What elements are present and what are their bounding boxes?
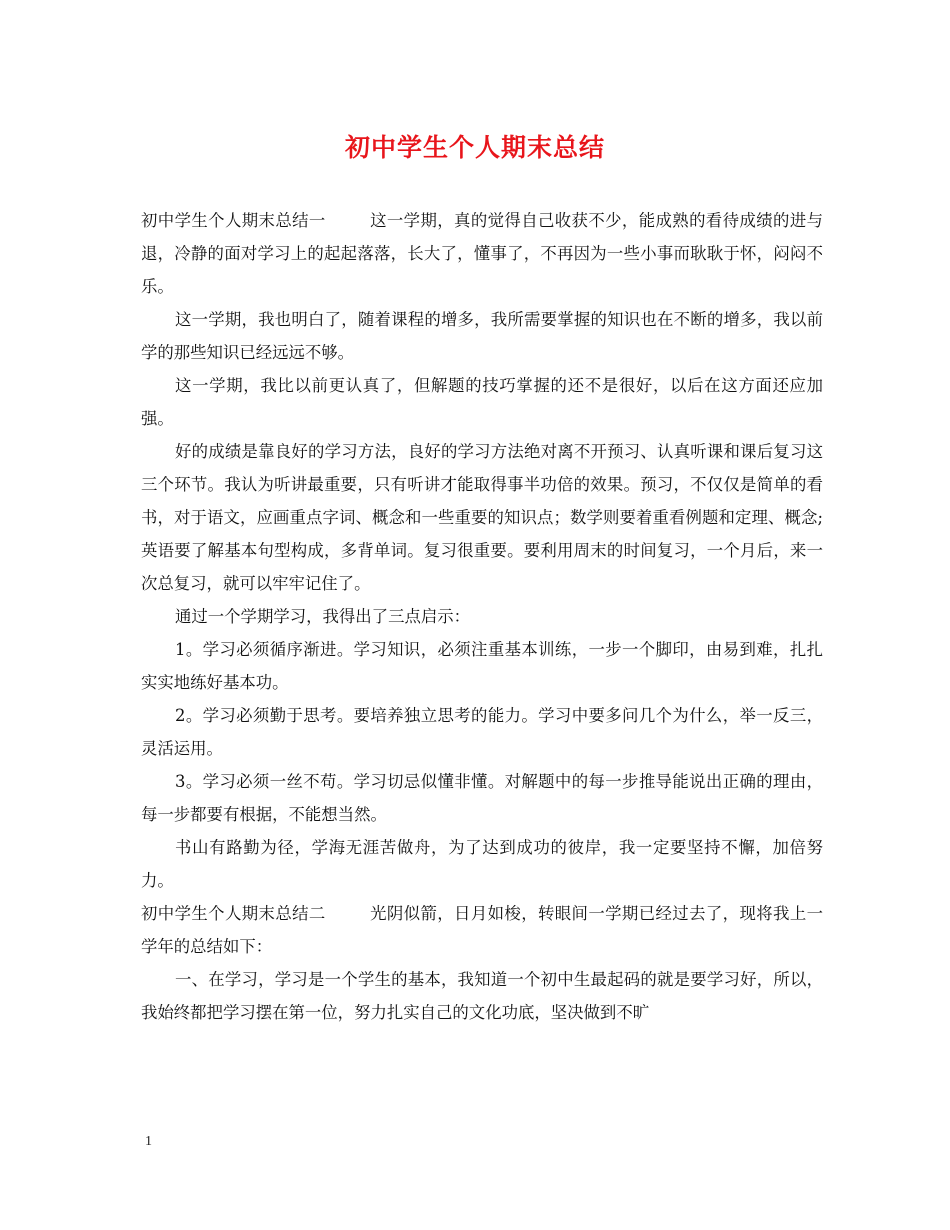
paragraph: 好的成绩是靠良好的学习方法，良好的学习方法绝对离不开预习、认真听课和课后复习这三个环节。我认为听讲最重要，只有听讲才能取得事半功倍的效果。预习，不仅仅是简单的看书，对于语文，应画重点字词、概念和一些重要的知识点；数学则要着重看例题和定理、概念;英语要了解基本句型构成，多背单词。复习很重要。要利用周末的时间复习，一个月后，来一次总复习，就可以牢牢记住了。 [141,442,823,593]
section-2-intro: 光阴似箭，日月如梭，转眼间一学期已经过去了，现将我上一学年的总结如下： [141,904,824,956]
section-2-heading: 初中学生个人期末总结二 [141,904,326,923]
list-item-2: 2。学习必须勤于思考。要培养独立思考的能力。学习中要多问几个为什么，举一反三，灵活运用。 [141,706,823,758]
document-title: 初中学生个人期末总结 [344,133,605,162]
section-2-opening [141,897,823,963]
section-1-opening [141,204,823,303]
paragraph: 通过一个学期学习，我得出了三点启示： [175,607,471,626]
paragraph: 这一学期，我比以前更认真了，但解题的技巧掌握的还不是很好，以后在这方面还应加强。 [141,376,823,428]
document-body [141,204,823,1029]
section-1-intro: 这一学期，真的觉得自己收获不少，能成熟的看待成绩的进与退，冷静的面对学习上的起起落落，长大了，懂事了，不再因为一些小事而耿耿于怀，闷闷不乐。 [141,211,824,296]
list-item-3: 3。学习必须一丝不苟。学习切忌似懂非懂。对解题中的每一步推导能说出正确的理由，每一步都要有根据，不能想当然。 [141,772,823,824]
section-1-heading: 初中学生个人期末总结一 [141,211,326,230]
paragraph: 这一学期，我也明白了，随着课程的增多，我所需要掌握的知识也在不断的增多，我以前学的那些知识已经远远不够。 [141,310,823,362]
paragraph: 一、在学习，学习是一个学生的基本，我知道一个初中生最起码的就是要学习好，所以，我始终都把学习摆在第一位，努力扎实自己的文化功底，坚决做到不旷 [141,970,823,1022]
page-number: 1 [145,1134,152,1149]
list-item-1: 1。学习必须循序渐进。学习知识，必须注重基本训练，一步一个脚印，由易到难，扎扎实实地练好基本功。 [141,640,823,692]
paragraph: 书山有路勤为径，学海无涯苦做舟，为了达到成功的彼岸，我一定要坚持不懈，加倍努力。 [141,838,823,890]
